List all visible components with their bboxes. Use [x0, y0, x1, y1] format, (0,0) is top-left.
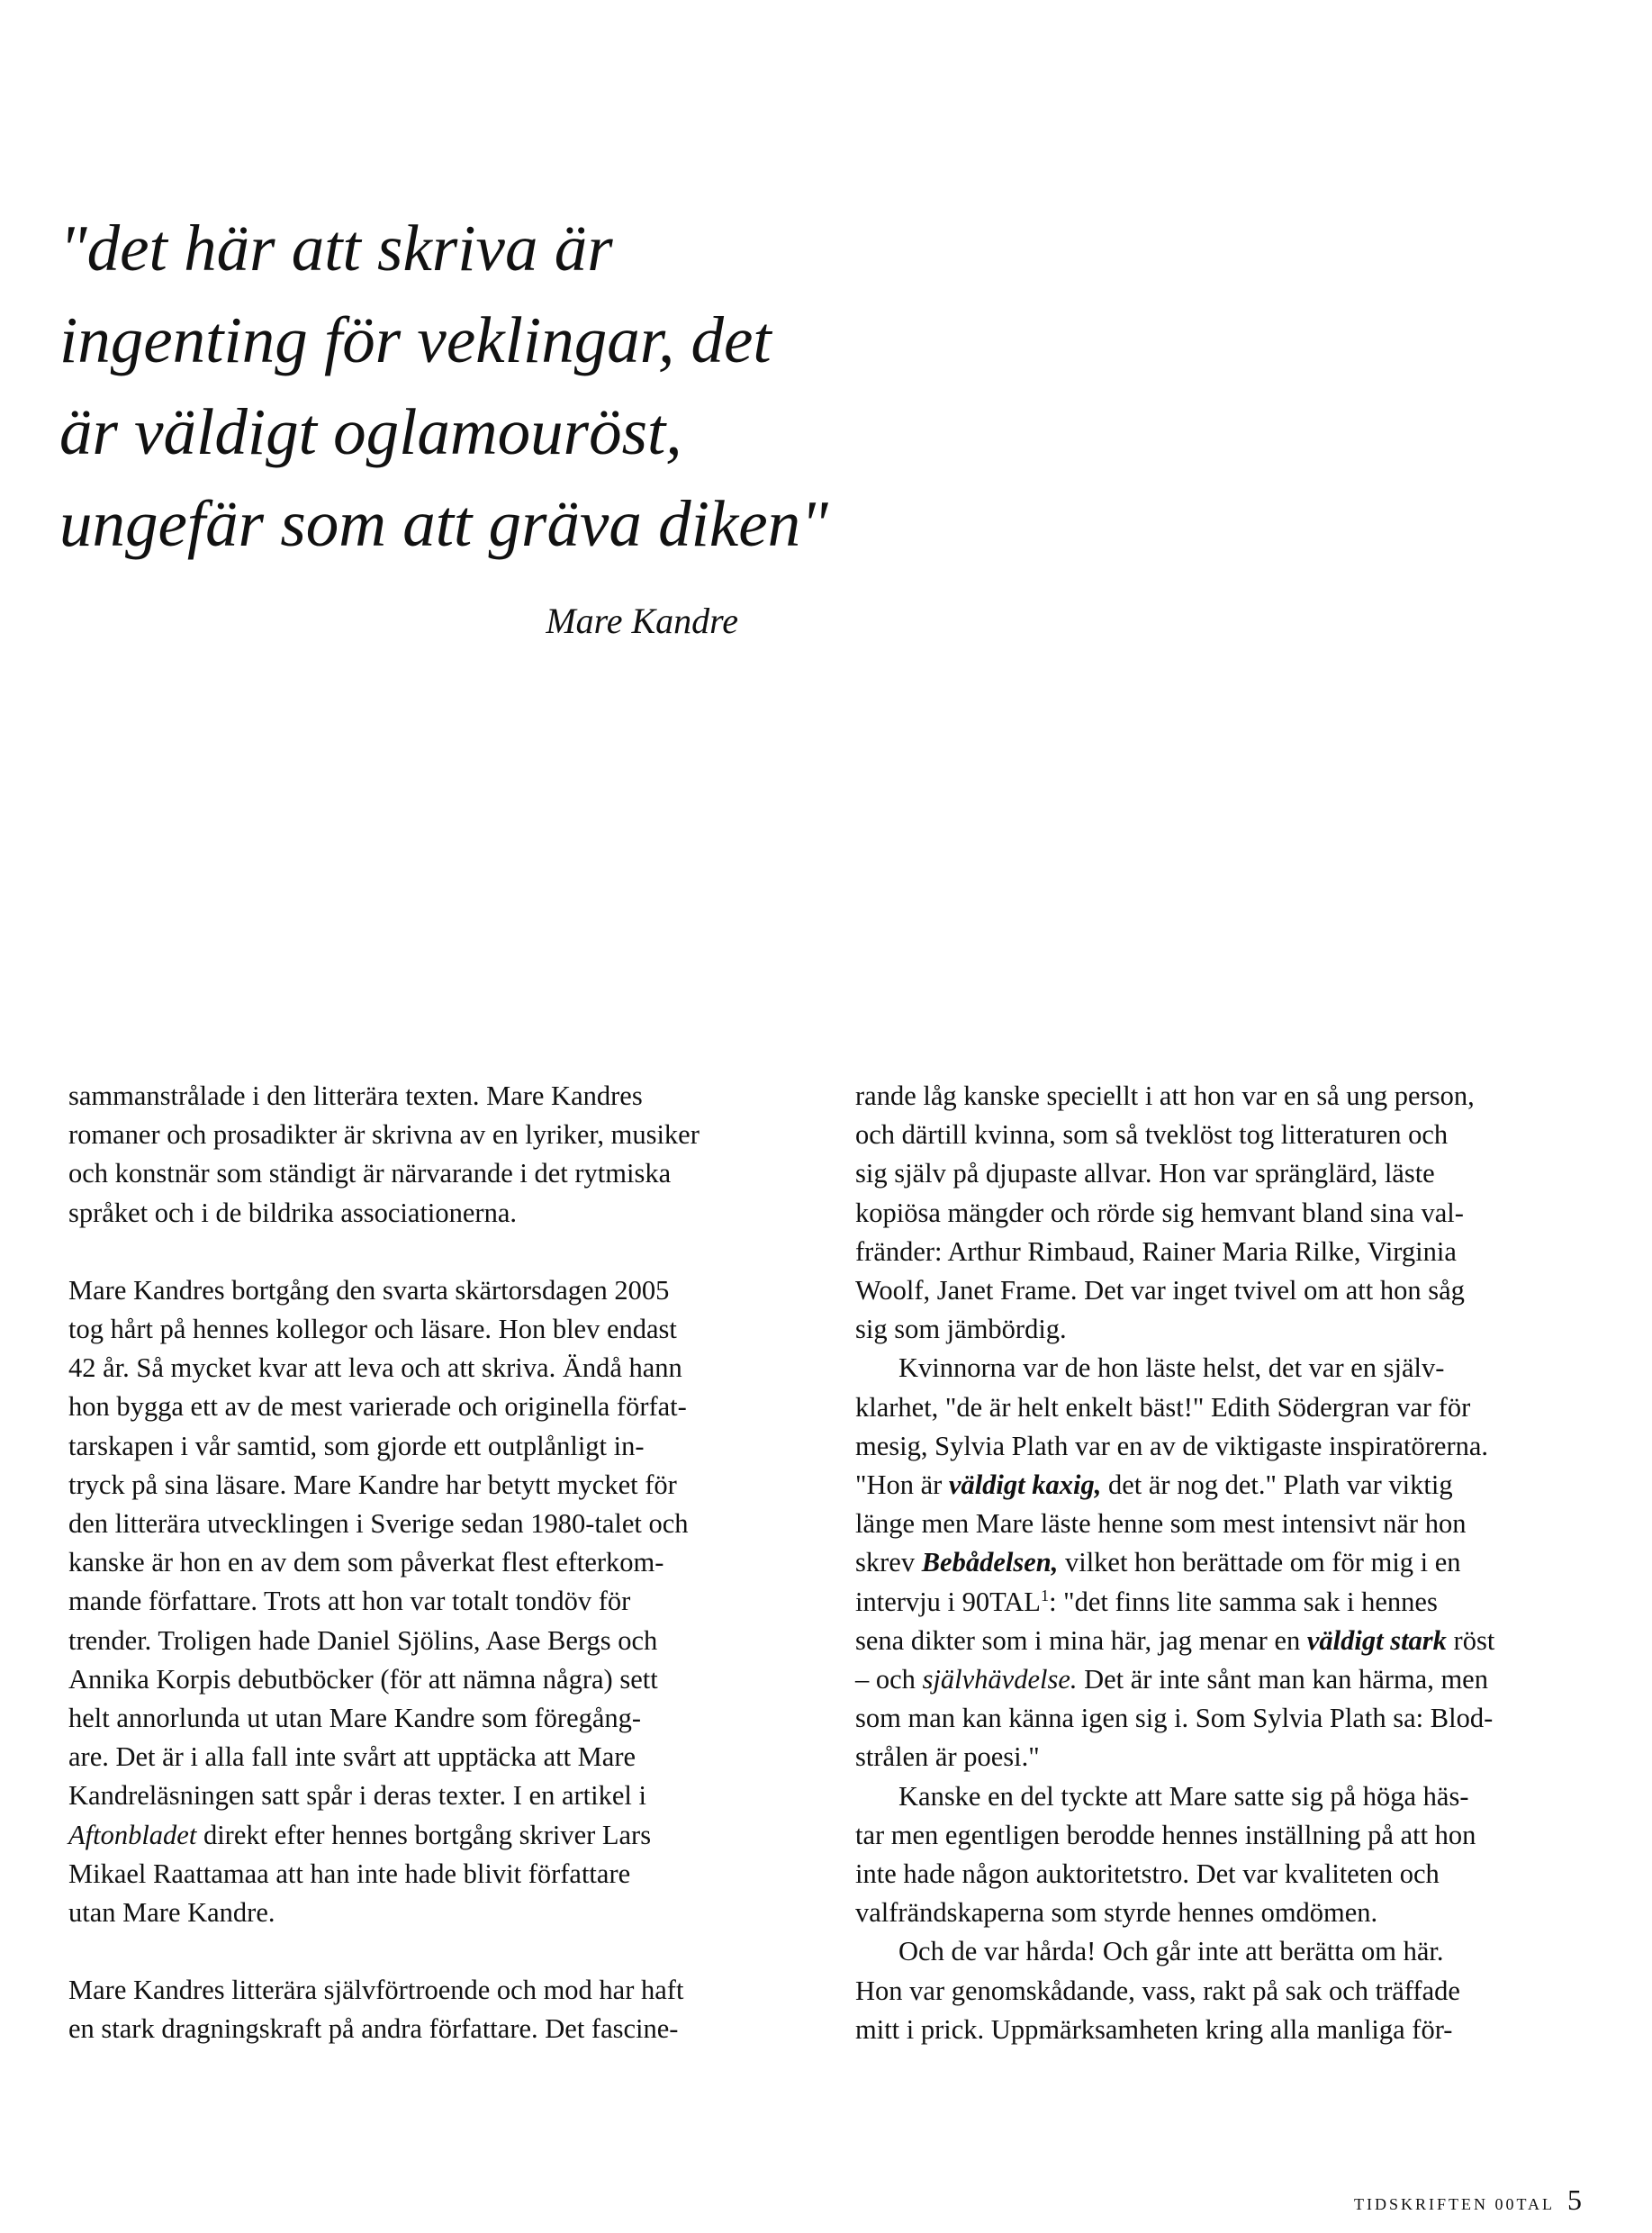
text-line: och konstnär som ständigt är närvarande i det rytmiska	[68, 1158, 672, 1189]
text-line: sig själv på djupaste allvar. Hon var spränglärd, läste	[855, 1158, 1435, 1189]
text-line: Woolf, Janet Frame. Det var inget tvivel om att hon såg	[855, 1275, 1465, 1306]
text-line: tog hårt på hennes kollegor och läsare. Hon blev endast	[68, 1314, 677, 1345]
paragraph	[855, 1349, 1575, 1776]
text-line: helt annorlunda ut utan Mare Kandre som föregång-	[68, 1703, 642, 1734]
paragraph	[855, 1777, 1575, 1933]
emphasis: väldigt stark	[1306, 1624, 1447, 1656]
text-line	[855, 1622, 1575, 1660]
text-fragment: röst	[1446, 1624, 1495, 1656]
text-line: kanske är hon en av dem som påverkat flest efterkom-	[68, 1547, 664, 1578]
text-line: Mikael Raattamaa att han inte hade blivit författare	[68, 1858, 631, 1889]
text-fragment: intervju i 90TAL	[855, 1586, 1041, 1617]
text-line: Och de var hårda! Och går inte att berätta om här.	[898, 1936, 1444, 1967]
article-column-left	[68, 1077, 798, 2049]
newspaper-title: Aftonbladet	[68, 1819, 197, 1850]
text-line: den litterära utvecklingen i Sverige sedan 1980-talet och	[68, 1508, 689, 1540]
text-line: hon bygga ett av de mest varierade och originella förfat-	[68, 1391, 687, 1423]
text-line: tar men egentligen berodde hennes inställning på att hon	[855, 1819, 1476, 1850]
pull-quote-line: "det här att skriva är	[59, 212, 613, 285]
text-line: kopiösa mängder och rörde sig hemvant bland sina val-	[855, 1197, 1464, 1228]
pull-quote-line: är väldigt oglamouröst,	[59, 395, 682, 468]
text-line: som man kan känna igen sig i. Som Sylvia Plath sa: Blod-	[855, 1703, 1494, 1734]
text-line: Hon var genomskådande, vass, rakt på sak och träffade	[855, 1975, 1460, 2006]
paragraph	[855, 1077, 1575, 1349]
text-line: tarskapen i vår samtid, som gjorde ett outplånligt in-	[68, 1430, 645, 1461]
text-line: romaner och prosadikter är skrivna av en lyriker, musiker	[68, 1119, 700, 1151]
text-line: Mare Kandres litterära självförtroende och mod har haft	[68, 1975, 684, 2006]
paragraph	[68, 1971, 798, 2048]
text-line: tryck på sina läsare. Mare Kandre har betytt mycket för	[68, 1469, 677, 1500]
text-line	[855, 1543, 1575, 1582]
text-line: språket och i de bildrika associationerna.	[68, 1197, 517, 1228]
text-fragment: Det är inte sånt man kan härma, men	[1077, 1664, 1488, 1695]
text-line: mande författare. Trots att hon var totalt tondöv för	[68, 1586, 631, 1617]
text-line: Kandreläsningen satt spår i deras texter. I en artikel i	[68, 1780, 646, 1812]
text-line: Kanske en del tyckte att Mare satte sig på höga häs-	[898, 1780, 1469, 1812]
text-line: mesig, Sylvia Plath var en av de viktigaste inspiratörerna.	[855, 1430, 1489, 1461]
text-line: are. Det är i alla fall inte svårt att upptäcka att Mare	[68, 1741, 636, 1773]
pull-quote	[59, 203, 828, 570]
page-footer	[1353, 2183, 1582, 2218]
text-line: trender. Troligen hade Daniel Sjölins, Aase Bergs och	[68, 1624, 658, 1656]
text-fragment: – och	[855, 1664, 923, 1695]
text-line: och därtill kvinna, som så tveklöst tog litteraturen och	[855, 1119, 1449, 1151]
pull-quote-line: ingenting för veklingar, det	[59, 303, 772, 376]
quote-attribution: Mare Kandre	[546, 601, 738, 641]
paragraph	[68, 1271, 798, 1932]
pull-quote-line: ungefär som att gräva diken"	[59, 487, 828, 560]
text-line: en stark dragningskraft på andra författare. Det fascine-	[68, 2013, 679, 2045]
paragraph	[68, 1077, 798, 1233]
book-title: Bebådelsen,	[921, 1547, 1059, 1578]
text-line	[68, 1816, 798, 1855]
text-fragment: : "det finns lite samma sak i hennes	[1049, 1586, 1438, 1617]
text-line: Mare Kandres bortgång den svarta skärtorsdagen 2005	[68, 1274, 670, 1306]
text-fragment: "Hon är	[855, 1469, 949, 1501]
text-line: 42 år. Så mycket kvar att leva och att skriva. Ändå hann	[68, 1352, 682, 1384]
text-line: sig som jämbördig.	[855, 1314, 1067, 1345]
text-line: rande låg kanske speciellt i att hon var en så ung person,	[855, 1080, 1475, 1111]
publication-name: TIDSKRIFTEN 00TAL	[1353, 2195, 1555, 2213]
text-line: utan Mare Kandre.	[68, 1897, 275, 1929]
emphasis: väldigt kaxig,	[948, 1469, 1102, 1501]
text-line: strålen är poesi."	[855, 1741, 1040, 1773]
text-line: inte hade någon auktoritetstro. Det var kvaliteten och	[855, 1858, 1440, 1890]
text-line: valfrändskaperna som styrde hennes omdömen.	[855, 1897, 1378, 1929]
text-line: fränder: Arthur Rimbaud, Rainer Maria Rilke, Virginia	[855, 1235, 1457, 1267]
text-fragment: det är nog det." Plath var viktig	[1101, 1469, 1453, 1501]
text-fragment: skrev	[855, 1547, 922, 1578]
footnote-marker: 1	[1040, 1586, 1050, 1605]
text-line: Annika Korpis debutböcker (för att nämna några) sett	[68, 1663, 658, 1695]
text-fragment: direkt efter hennes bortgång skriver Lars	[196, 1819, 652, 1850]
page-number: 5	[1567, 2183, 1582, 2216]
text-line	[855, 1466, 1575, 1505]
text-line	[855, 1660, 1575, 1699]
text-fragment: vilket hon berättade om för mig i en	[1058, 1547, 1461, 1578]
text-line: klarhet, "de är helt enkelt bäst!" Edith Södergran var för	[855, 1391, 1471, 1423]
text-line: mitt i prick. Uppmärksamheten kring alla manliga för-	[855, 2013, 1453, 2045]
paragraph	[855, 1932, 1575, 2049]
article-column-right	[855, 1077, 1575, 2049]
text-line: sammanstrålade i den litterära texten. Mare Kandres	[68, 1080, 643, 1111]
text-line: Kvinnorna var de hon läste helst, det var en själv-	[898, 1352, 1445, 1384]
text-line	[855, 1583, 1575, 1622]
emphasis: självhävdelse.	[922, 1664, 1078, 1695]
text-fragment: sena dikter som i mina här, jag menar en	[855, 1624, 1307, 1656]
text-line: länge men Mare läste henne som mest intensivt när hon	[855, 1508, 1467, 1540]
